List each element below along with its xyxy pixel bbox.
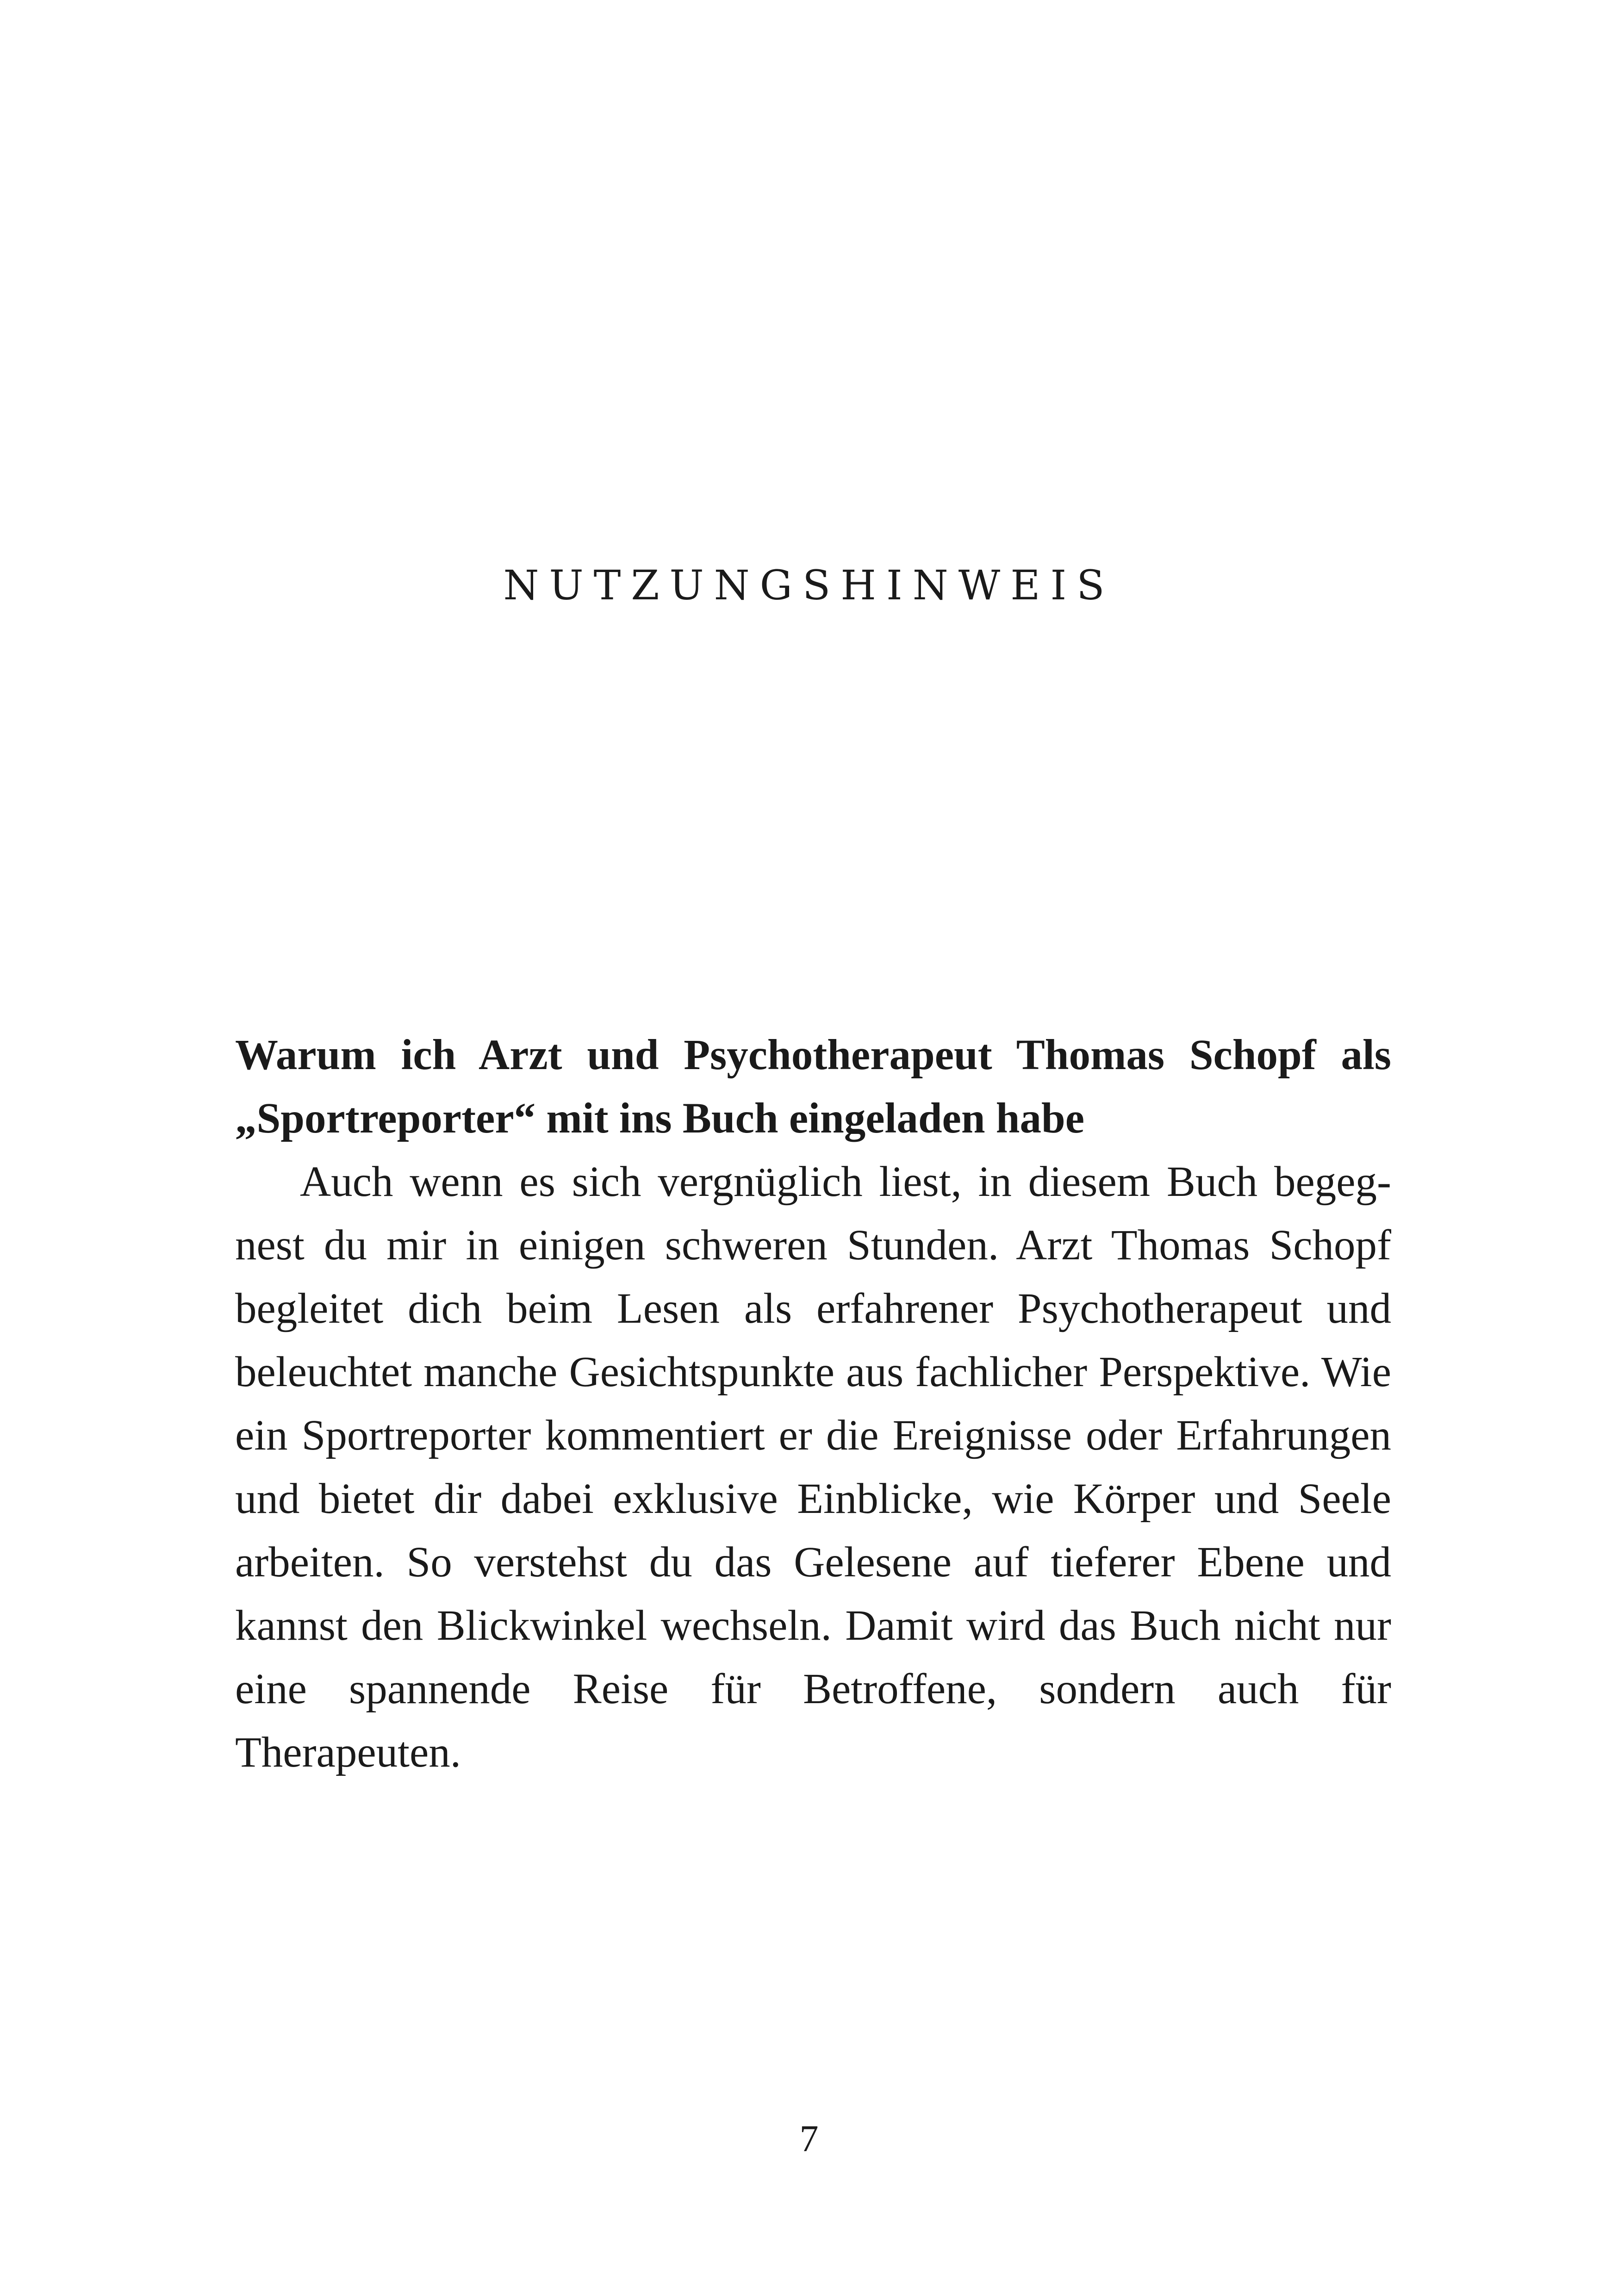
page-number: 7 bbox=[799, 2117, 819, 2159]
body-paragraph: Auch wenn es sich vergnüglich liest, in diesem Buch begegnest du mir in einigen schweren Stunden. Arzt Thomas Schopf begleitet dich beim Lesen als erfahrener Psychotherapeut und beleuchtet manche Gesichtspunkte aus fachlicher Perspektive. Wie ein Sportreporter kommentiert er die Ereignisse oder Erfahrungen und bietet dir dabei exklusive Einblicke, wie Körper und Seele arbeiten. So verstehst du das Gelesene auf tieferer Ebene und kannst den Blickwinkel wechseln. Damit wird das Buch nicht nur eine spannende Reise für Betroffene, sondern auch für Therapeuten. bbox=[235, 1158, 1391, 1776]
page-title: NUTZUNGSHINWEIS bbox=[503, 561, 1115, 609]
text-block bbox=[235, 1023, 1391, 1784]
section-subheading: Warum ich Arzt und Psychotherapeut Thomas Schopf als „Sportreporter“ mit ins Buch eingeladen habe bbox=[235, 1031, 1391, 1142]
